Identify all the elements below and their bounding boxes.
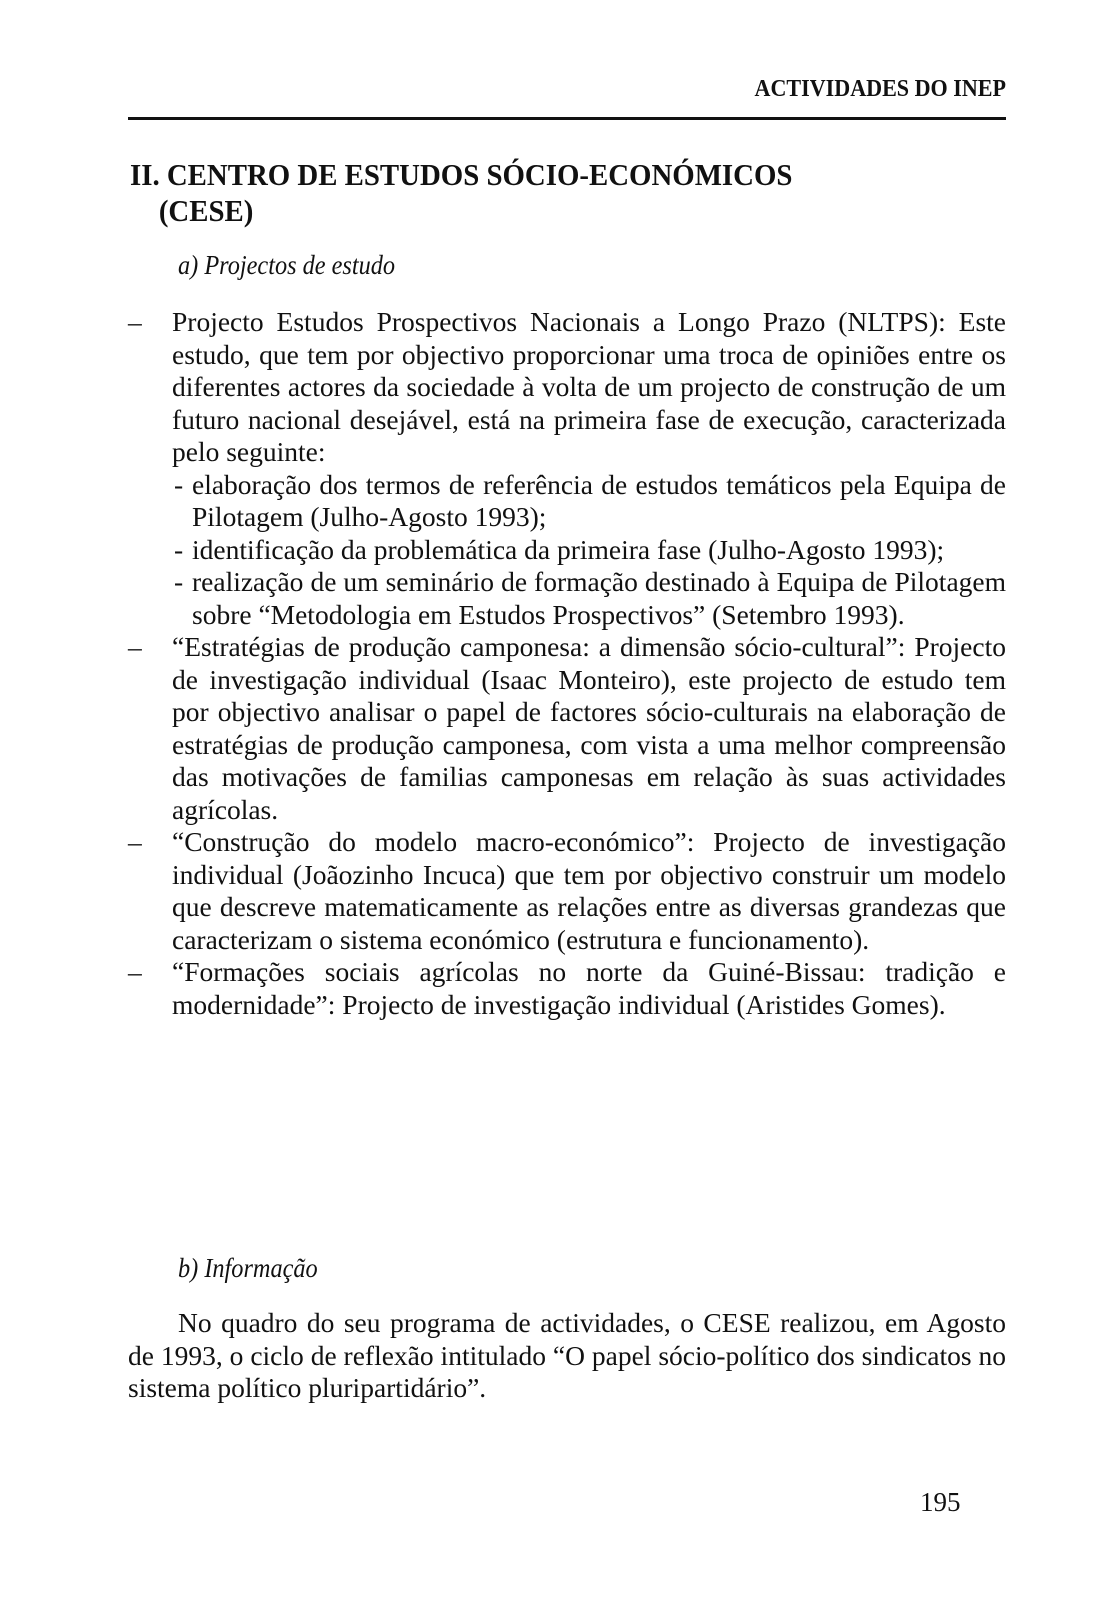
section-title-line1: II. CENTRO DE ESTUDOS SÓCIO-ECONÓMICOS: [130, 157, 793, 192]
sub-list-item: [128, 469, 1006, 534]
list-item-text: Projecto Estudos Prospectivos Nacionais a Longo Prazo (NLTPS): Este estudo, que tem por objectivo proporcionar uma troca de opiniões entre os diferentes actores da sociedade à volta de um projecto de construção de um futuro nacional desejável, está na primeira fase de execução, caracterizada pelo seguinte:: [172, 306, 1006, 467]
dash-bullet: –: [128, 306, 142, 337]
list-item-text: “Construção do modelo macro-económico”: Projecto de investigação individual (Joãozinho Incuca) que tem por objectivo construir um modelo que descreve matematicamente as relações entre as diversas grandezas que caracterizam o sistema económico (estrutura e funcionamento).: [172, 826, 1006, 955]
list-item: [128, 631, 1006, 826]
page-number: 195: [920, 1487, 961, 1517]
hyphen-bullet: -: [174, 533, 184, 565]
subsection-a-heading: a) Projectos de estudo: [178, 250, 396, 280]
sub-list-item: [128, 534, 1006, 567]
information-paragraph: No quadro do seu programa de actividades, o CESE realizou, em Agosto de 1993, o ciclo de reflexão intitulado “O papel sócio-político dos sindicatos no sistema político pluripartidário”.: [128, 1307, 1006, 1403]
list-item: [128, 306, 1006, 631]
dash-bullet: –: [128, 826, 142, 857]
sub-list: [128, 469, 1006, 632]
dash-bullet: –: [128, 956, 142, 987]
hyphen-bullet: -: [174, 566, 184, 597]
hyphen-bullet: -: [174, 468, 184, 500]
subsection-b-heading: b) Informação: [178, 1253, 318, 1283]
section-title-line2: (CESE): [158, 193, 254, 228]
sub-list-item-text: identificação da problemática da primeira fase (Julho-Agosto 1993);: [192, 533, 945, 565]
list-item-text: “Formações sociais agrícolas no norte da Guiné-Bissau: tradição e modernidade”: Projecto de investigação individual (Aristides Gomes).: [172, 956, 1006, 1020]
sub-list-item: [128, 566, 1006, 631]
dash-bullet: –: [128, 631, 142, 662]
section-title: [130, 157, 948, 229]
header-rule: [128, 117, 1006, 120]
list-item: [128, 956, 1006, 1021]
list-item: [128, 826, 1006, 956]
projects-list: [128, 306, 1006, 1021]
sub-list-item-text: elaboração dos termos de referência de estudos temáticos pela Equipa de Pilotagem (Julho-Agosto 1993);: [192, 468, 1006, 532]
sub-list-item-text: realização de um seminário de formação destinado à Equipa de Pilotagem sobre “Metodologia em Estudos Prospectivos” (Setembro 1993).: [192, 566, 1006, 630]
list-item-text: “Estratégias de produção camponesa: a dimensão sócio-cultural”: Projecto de investigação individual (Isaac Monteiro), este projecto de estudo tem por objectivo analisar o papel de factores sócio-culturais na elaboração de estratégias de produção camponesa, com vista a uma melhor compreensão das motivações de familias camponesas em relação às suas actividades agrícolas.: [172, 631, 1006, 825]
running-head: ACTIVIDADES DO INEP: [754, 76, 1006, 102]
